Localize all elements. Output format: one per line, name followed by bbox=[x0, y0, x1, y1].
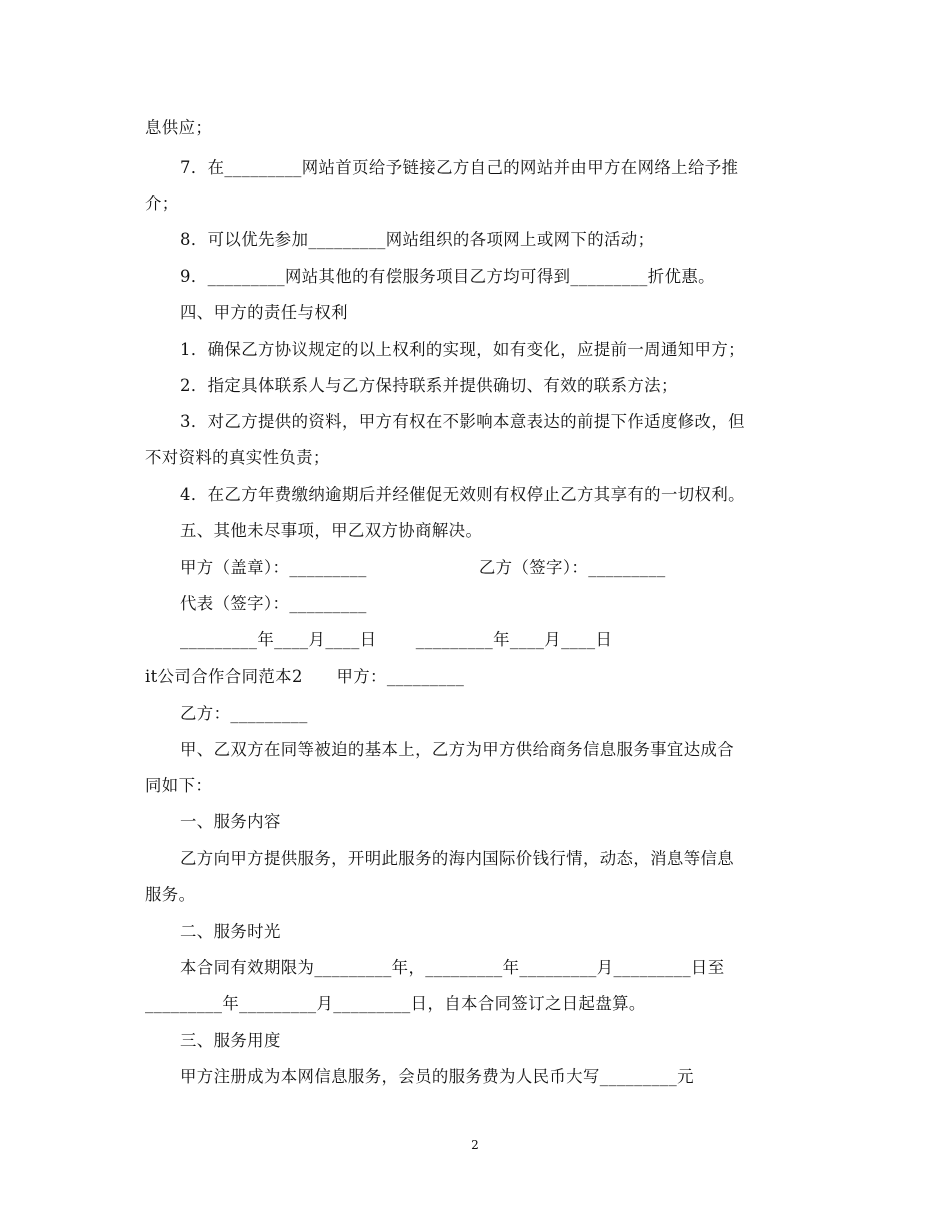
text-line: 8．可以优先参加_________网站组织的各项网上或网下的活动； bbox=[180, 230, 655, 249]
signature-line: 甲方（盖章）：_________ 乙方（签字）：_________ bbox=[180, 558, 666, 577]
text-line: 1．确保乙方协议规定的以上权利的实现，如有变化，应提前一周通知甲方； bbox=[180, 340, 745, 359]
text-line: 不对资料的真实性负责； bbox=[145, 448, 330, 467]
text-line: 乙方向甲方提供服务，开明此服务的海内国际价钱行情，动态，消息等信息 bbox=[180, 849, 735, 868]
section-heading: 四、甲方的责任与权利 bbox=[180, 303, 348, 322]
page-number: 2 bbox=[471, 1138, 479, 1152]
text-line: 同如下： bbox=[145, 776, 213, 795]
text-line: 9．_________网站其他的有偿服务项目乙方均可得到_________折优惠。 bbox=[180, 267, 715, 286]
date-line: _________年____月____日 _________年____月____日 bbox=[180, 630, 613, 649]
section-heading: 一、服务内容 bbox=[180, 812, 281, 831]
text-line: 乙方：_________ bbox=[180, 704, 308, 723]
text-line: 甲、乙双方在同等被迫的基本上，乙方为甲方供给商务信息服务事宜达成合 bbox=[180, 740, 735, 759]
text-line: _________年_________月_________日，自本合同签订之日起盘算。 bbox=[145, 994, 646, 1013]
section-heading: 五、其他未尽事项，甲乙双方协商解决。 bbox=[180, 521, 483, 540]
section-heading: 三、服务用度 bbox=[180, 1031, 281, 1050]
text-line: 介； bbox=[145, 194, 179, 213]
text-line: 3．对乙方提供的资料，甲方有权在不影响本意表达的前提下作适度修改，但 bbox=[180, 412, 745, 431]
text-line: 7．在_________网站首页给予链接乙方自己的网站并由甲方在网络上给予推 bbox=[180, 158, 739, 177]
text-line: 甲方注册成为本网信息服务，会员的服务费为人民币大写_________元 bbox=[180, 1067, 694, 1086]
text-line: 服务。 bbox=[145, 885, 196, 904]
text-line: 本合同有效期限为_________年，_________年_________月_________日至 bbox=[180, 958, 725, 977]
text-line: 息供应； bbox=[145, 118, 213, 137]
text-line: 4．在乙方年费缴纳逾期后并经催促无效则有权停止乙方其享有的一切权利。 bbox=[180, 485, 745, 504]
section-heading: 二、服务时光 bbox=[180, 922, 281, 941]
text-line: 2．指定具体联系人与乙方保持联系并提供确切、有效的联系方法； bbox=[180, 376, 678, 395]
document-title-line: it公司合作合同范本2 甲方：_________ bbox=[145, 667, 465, 686]
signature-line: 代表（签字）：_________ bbox=[180, 594, 367, 613]
